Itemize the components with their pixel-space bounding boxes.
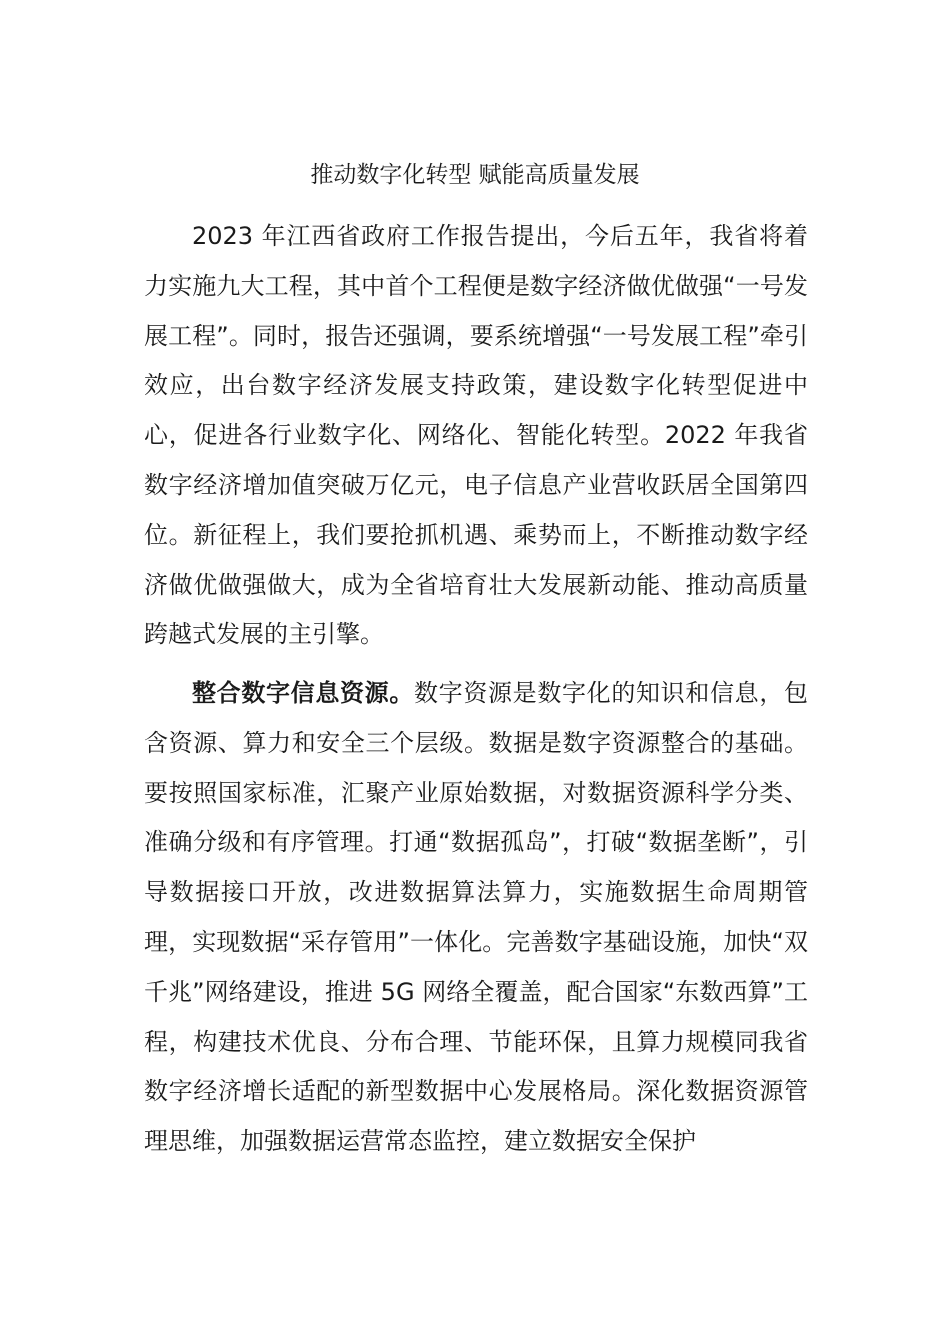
document-title: 推动数字化转型 赋能高质量发展 [310, 162, 640, 188]
paragraph-intro: 2023 年江西省政府工作报告提出，今后五年，我省将着力实施九大工程，其中首个工程便是数字经济做优做强“一号发展工程”。同时，报告还强调，要系统增强“一号发展工程”牵引效应，出台数字经济发展支持政策，建设数字化转型促进中心，促进各行业数字化、网络化、智能化转型。2022 年我省数字经济增加值突破万亿元，电子信息产业营收跃居全国第四位。新征程上，我们要抢抓机遇、乘势而上，不断推动数字经济做优做强做大，成为全省培育壮大发展新动能、推动高质量跨越式发展的主引擎。 [144, 222, 808, 649]
paragraph-data-resources [144, 669, 808, 1167]
paragraph-body-text: 数字资源是数字化的知识和信息，包含资源、算力和安全三个层级。数据是数字资源整合的基础。要按照国家标准，汇聚产业原始数据，对数据资源科学分类、准确分级和有序管理。打通“数据孤岛”，打破“数据垄断”，引导数据接口开放，改进数据算法算力，实施数据生命周期管理，实现数据“采存管用”一体化。完善数字基础设施，加快“双千兆”网络建设，推进 5G 网络全覆盖，配合国家“东数西算”工程，构建技术优良、分布合理、节能环保，且算力规模同我省数字经济增长适配的新型数据中心发展格局。深化数据资源管理思维，加强数据运营常态监控，建立数据安全保护 [144, 679, 808, 1156]
paragraph-lead-heading: 整合数字信息资源。 [192, 679, 414, 707]
